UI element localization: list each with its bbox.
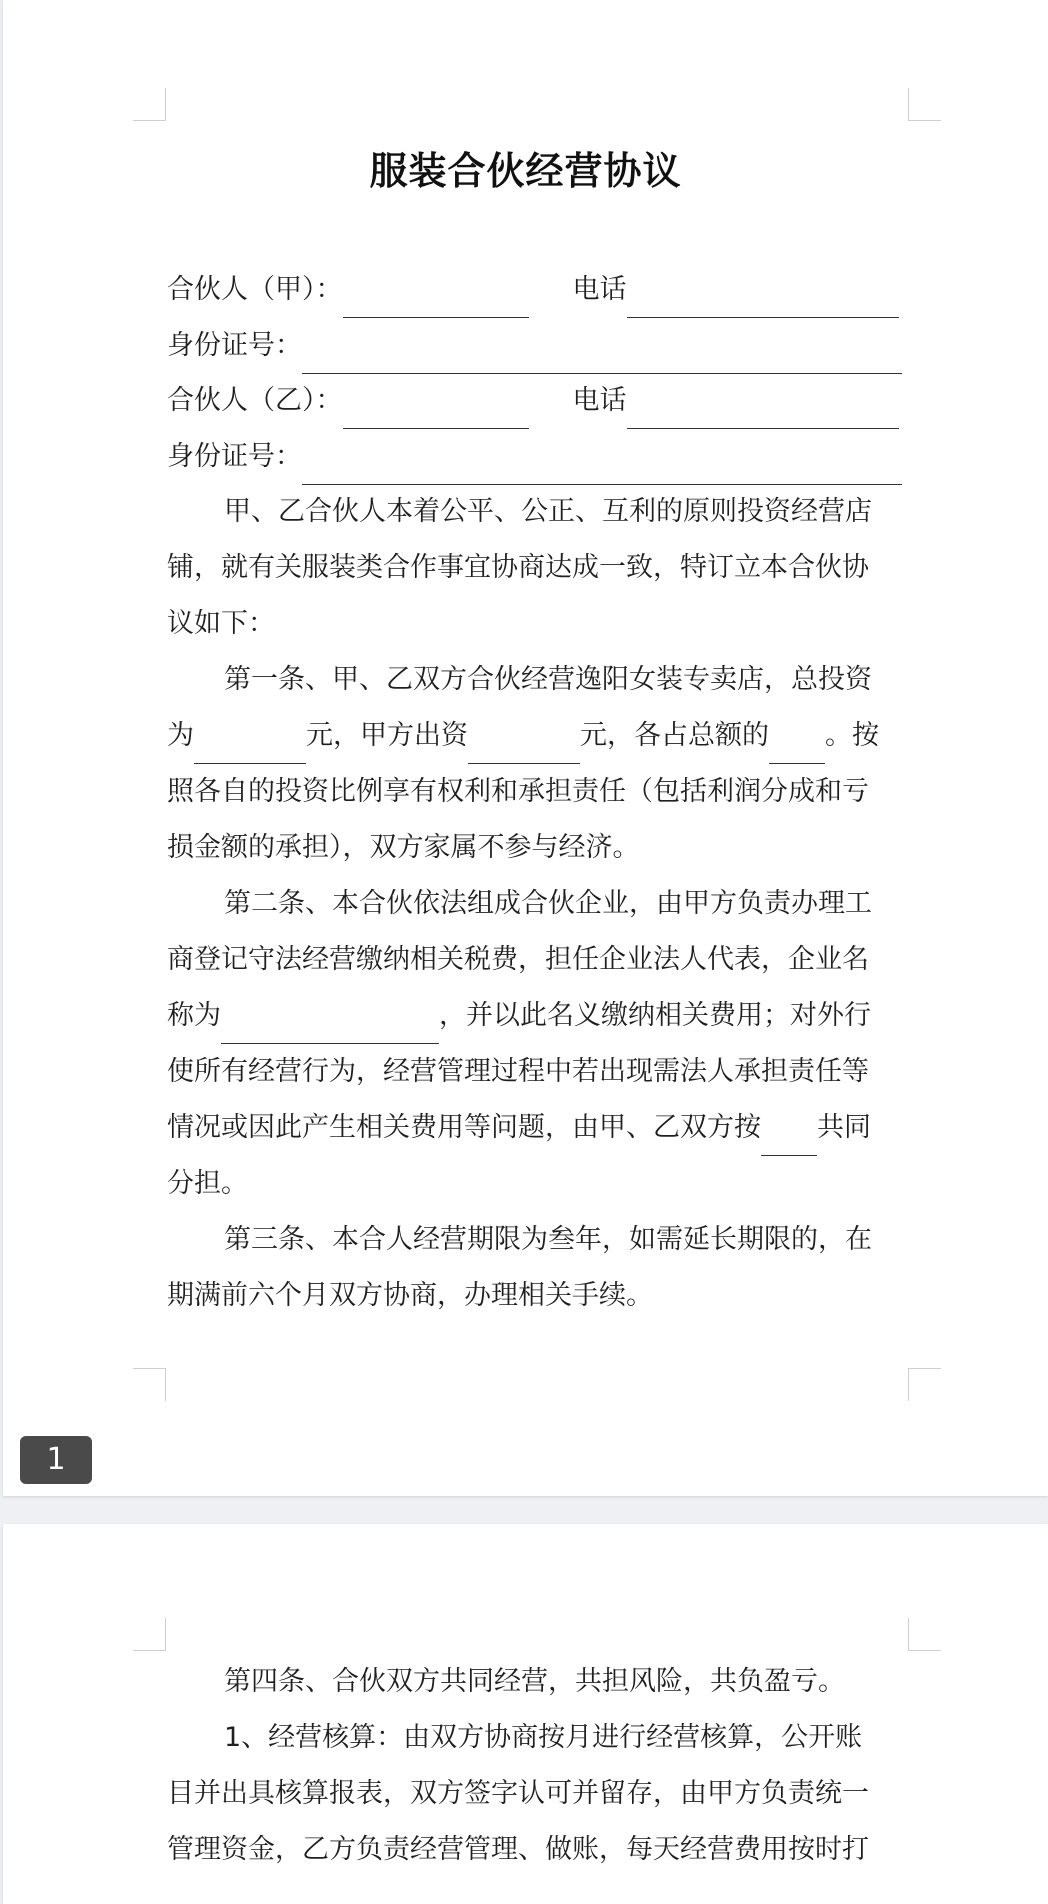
article2-text: 称为	[167, 1000, 221, 1031]
phone-a-label: 电话	[572, 274, 627, 305]
article2-line: 商登记守法经营缴纳相关税费，担任企业法人代表，企业名	[167, 944, 869, 975]
corner-mark	[133, 1618, 166, 1651]
article1-text: 元，各占总额的	[580, 720, 769, 751]
document-page-1	[3, 0, 1048, 1496]
item1-line: 1、经营核算：由双方协商按月进行经营核算，公开账	[224, 1722, 863, 1753]
article2-line: 使所有经营行为，经营管理过程中若出现需法人承担责任等	[167, 1056, 869, 1087]
partner-a-blank	[343, 277, 529, 318]
corner-mark	[908, 1618, 941, 1651]
company-name-blank	[221, 1003, 439, 1044]
party-a-investment-blank	[468, 723, 580, 764]
article2-line: 分担。	[167, 1168, 248, 1199]
article2-line	[167, 1100, 911, 1156]
partner-b-label: 合伙人（乙）：	[167, 385, 343, 416]
partner-b-blank	[343, 388, 529, 429]
article1-line: 第一条、甲、乙双方合伙经营逸阳女装专卖店，总投资	[224, 664, 872, 695]
article1-text: 为	[167, 720, 194, 751]
partner-a-label: 合伙人（甲）：	[167, 274, 343, 305]
item1-line: 管理资金，乙方负责经营管理、做账，每天经营费用按时打	[167, 1834, 869, 1865]
phone-b-blank	[627, 388, 899, 429]
article1-line: 照各自的投资比例享有权利和承担责任（包括利润分成和亏	[167, 776, 869, 807]
intro-line: 甲、乙合伙人本着公平、公正、互利的原则投资经营店	[224, 496, 872, 527]
corner-mark	[133, 1368, 166, 1401]
item1-line: 目并出具核算报表，双方签字认可并留存，由甲方负责统一	[167, 1778, 869, 1809]
document-title: 服装合伙经营协议	[369, 149, 682, 193]
id-b-row	[167, 429, 902, 485]
article4-line: 第四条、合伙双方共同经营，共担风险，共负盈亏。	[224, 1666, 845, 1697]
article1-text: 。按	[825, 720, 879, 751]
article1-text: 元，甲方出资	[306, 720, 468, 751]
article2-line	[167, 988, 911, 1044]
intro-line: 铺，就有关服装类合作事宜协商达成一致，特订立本合伙协	[167, 552, 869, 583]
article1-line	[167, 708, 911, 764]
article2-text: 共同	[817, 1112, 871, 1143]
id-a-row	[167, 318, 902, 374]
corner-mark	[908, 88, 941, 121]
partner-b-row	[167, 373, 899, 429]
page-number-badge: 1	[20, 1436, 92, 1484]
article3-line: 第三条、本合人经营期限为叁年，如需延长期限的，在	[224, 1224, 872, 1255]
intro-line: 议如下：	[167, 608, 275, 639]
partner-a-row	[167, 262, 899, 318]
id-a-blank	[302, 333, 902, 374]
article2-text: ，并以此名义缴纳相关费用；对外行	[439, 1000, 871, 1031]
article1-line: 损金额的承担），双方家属不参与经济。	[167, 832, 640, 863]
id-b-label: 身份证号：	[167, 441, 302, 472]
article2-line: 第二条、本合伙依法组成合伙企业，由甲方负责办理工	[224, 888, 872, 919]
share-ratio-blank	[769, 723, 825, 764]
id-a-label: 身份证号：	[167, 330, 302, 361]
article2-text: 情况或因此产生相关费用等问题，由甲、乙双方按	[167, 1112, 761, 1143]
phone-a-blank	[627, 277, 899, 318]
phone-b-label: 电话	[572, 385, 627, 416]
corner-mark	[133, 88, 166, 121]
article3-line: 期满前六个月双方协商，办理相关手续。	[167, 1280, 653, 1311]
id-b-blank	[302, 444, 902, 485]
document-page-2	[3, 1524, 1048, 1904]
share-basis-blank	[761, 1115, 817, 1156]
corner-mark	[908, 1368, 941, 1401]
total-investment-blank	[194, 723, 306, 764]
